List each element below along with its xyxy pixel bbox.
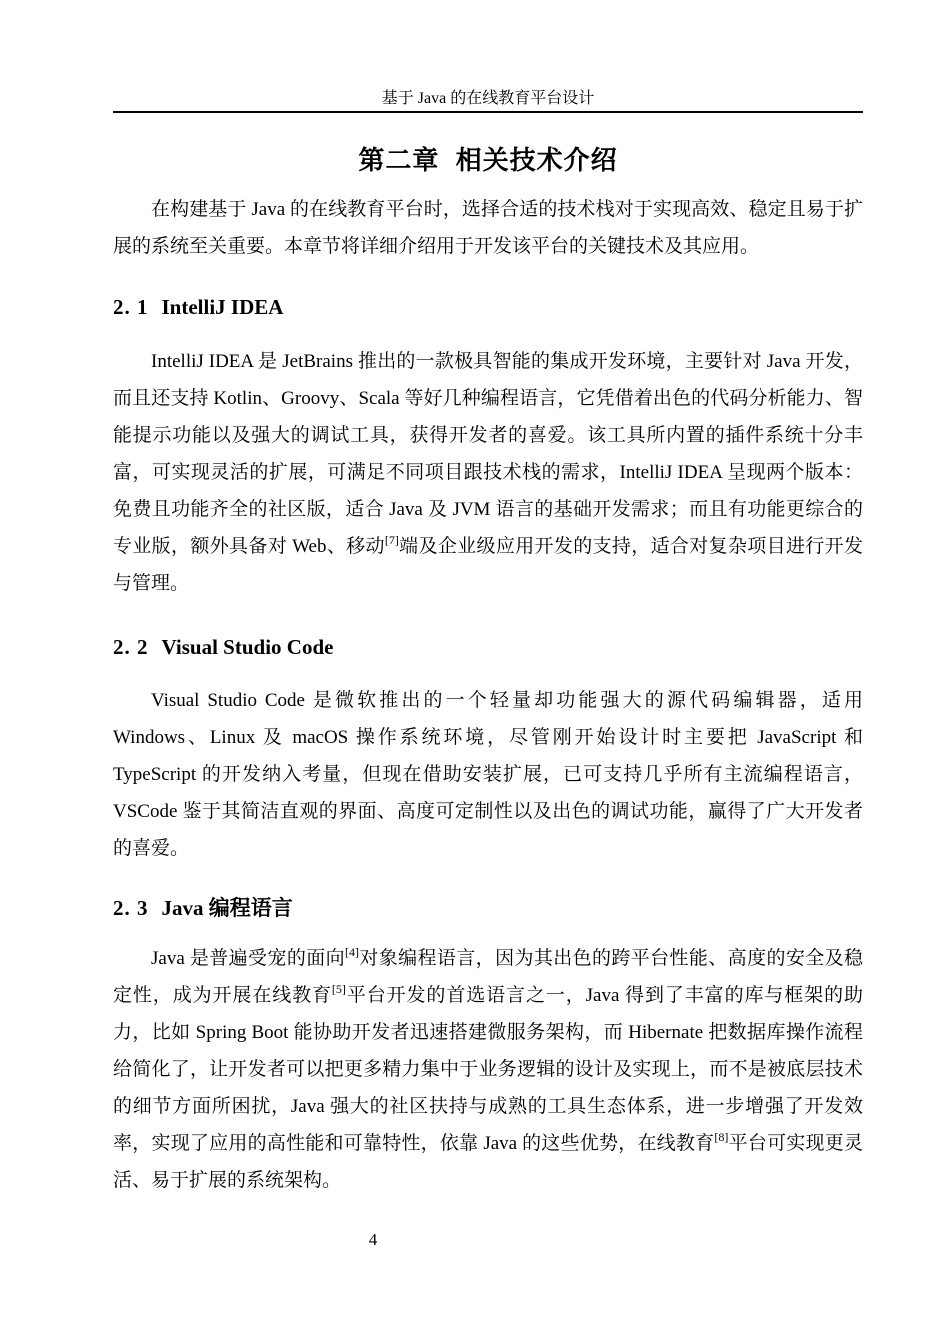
intro-text: 在构建基于 Java 的在线教育平台时，选择合适的技术栈对于实现高效、稳定且易于扩展的系统至关重要。本章节将详细介绍用于开发该平台的关键技术及其应用。 — [113, 199, 863, 257]
section-heading-2-2 — [113, 633, 863, 662]
section-title: Visual Studio Code — [161, 635, 334, 659]
paragraph-text: Java 是普遍受宠的面向 — [151, 948, 345, 969]
citation-ref-8: [8] — [714, 1129, 729, 1144]
section-2-1-paragraph — [113, 343, 863, 602]
citation-ref-7: [7] — [384, 532, 399, 547]
paragraph-text: 端及企业级应用开发的支持，适合对复杂项目进行开发与管理。 — [113, 536, 863, 594]
page-number: 4 — [368, 1230, 378, 1249]
section-number: 2. 1 — [113, 295, 149, 319]
section-heading-2-1 — [113, 293, 863, 322]
running-header-title: 基于 Java 的在线教育平台设计 — [381, 90, 595, 107]
section-title: IntelliJ IDEA — [161, 295, 284, 319]
section-title-cjk: 编程语言 — [208, 897, 293, 920]
section-title: Java — [161, 896, 209, 920]
citation-ref-5: [5] — [331, 981, 346, 996]
section-2-2-paragraph — [113, 682, 863, 867]
citation-ref-4: [4] — [344, 944, 359, 959]
running-header — [113, 90, 863, 113]
section-heading-2-3 — [113, 894, 863, 923]
section-2-3-paragraph — [113, 940, 863, 1199]
chapter-title: 第二章 相关技术介绍 — [358, 145, 618, 175]
paragraph-text: Visual Studio Code 是微软推出的一个轻量却功能强大的源代码编辑器，适用 Windows、Linux 及 macOS 操作系统环境，尽管刚开始设计时主要把 JavaScript 和 TypeScript 的开发纳入考量，但现在借助安装扩展，已可支持几乎所有主流编程语言，VSCode 鉴于其简洁直观的界面、高度可定制性以及出色的调试功能，赢得了广大开发者的喜爱。 — [113, 690, 863, 859]
intro-paragraph — [113, 191, 863, 265]
paragraph-text: 平台可实现更灵活、易于扩展的系统架构。 — [113, 1133, 863, 1191]
section-number: 2. 2 — [113, 635, 149, 659]
paragraph-text: IntelliJ IDEA 是 JetBrains 推出的一款极具智能的集成开发环境，主要针对 Java 开发，而且还支持 Kotlin、Groovy、Scala 等好几种编程语言，它凭借着出色的代码分析能力、智能提示功能以及强大的调试工具，获得开发者的喜爱。该工具所内置的插件系统十分丰富，可实现灵活的扩展，可满足不同项目跟技术栈的需求，IntelliJ IDEA 呈现两个版本：免费且功能齐全的社区版，适合 Java 及 JVM 语言的基础开发需求；而且有功能更综合的专业版，额外具备对 Web、移动 — [113, 351, 863, 557]
section-number: 2. 3 — [113, 896, 149, 920]
paragraph-text: 对象编程语言，因为其出色的跨平台性能、高度的安全及稳定性，成为开展在线教育 — [113, 948, 863, 1006]
paragraph-text: 平台开发的首选语言之一，Java 得到了丰富的库与框架的助力，比如 Spring Boot 能协助开发者迅速搭建微服务架构，而 Hibernate 把数据库操作流程给简化了，让开发者可以把更多精力集中于业务逻辑的设计及实现上，而不是被底层技术的细节方面所困扰，Java 强大的社区扶持与成熟的工具生态体系，进一步增强了开发效率，实现了应用的高性能和可靠特性，依靠 Java 的这些优势，在线教育 — [113, 985, 863, 1154]
page-content — [113, 0, 863, 1199]
